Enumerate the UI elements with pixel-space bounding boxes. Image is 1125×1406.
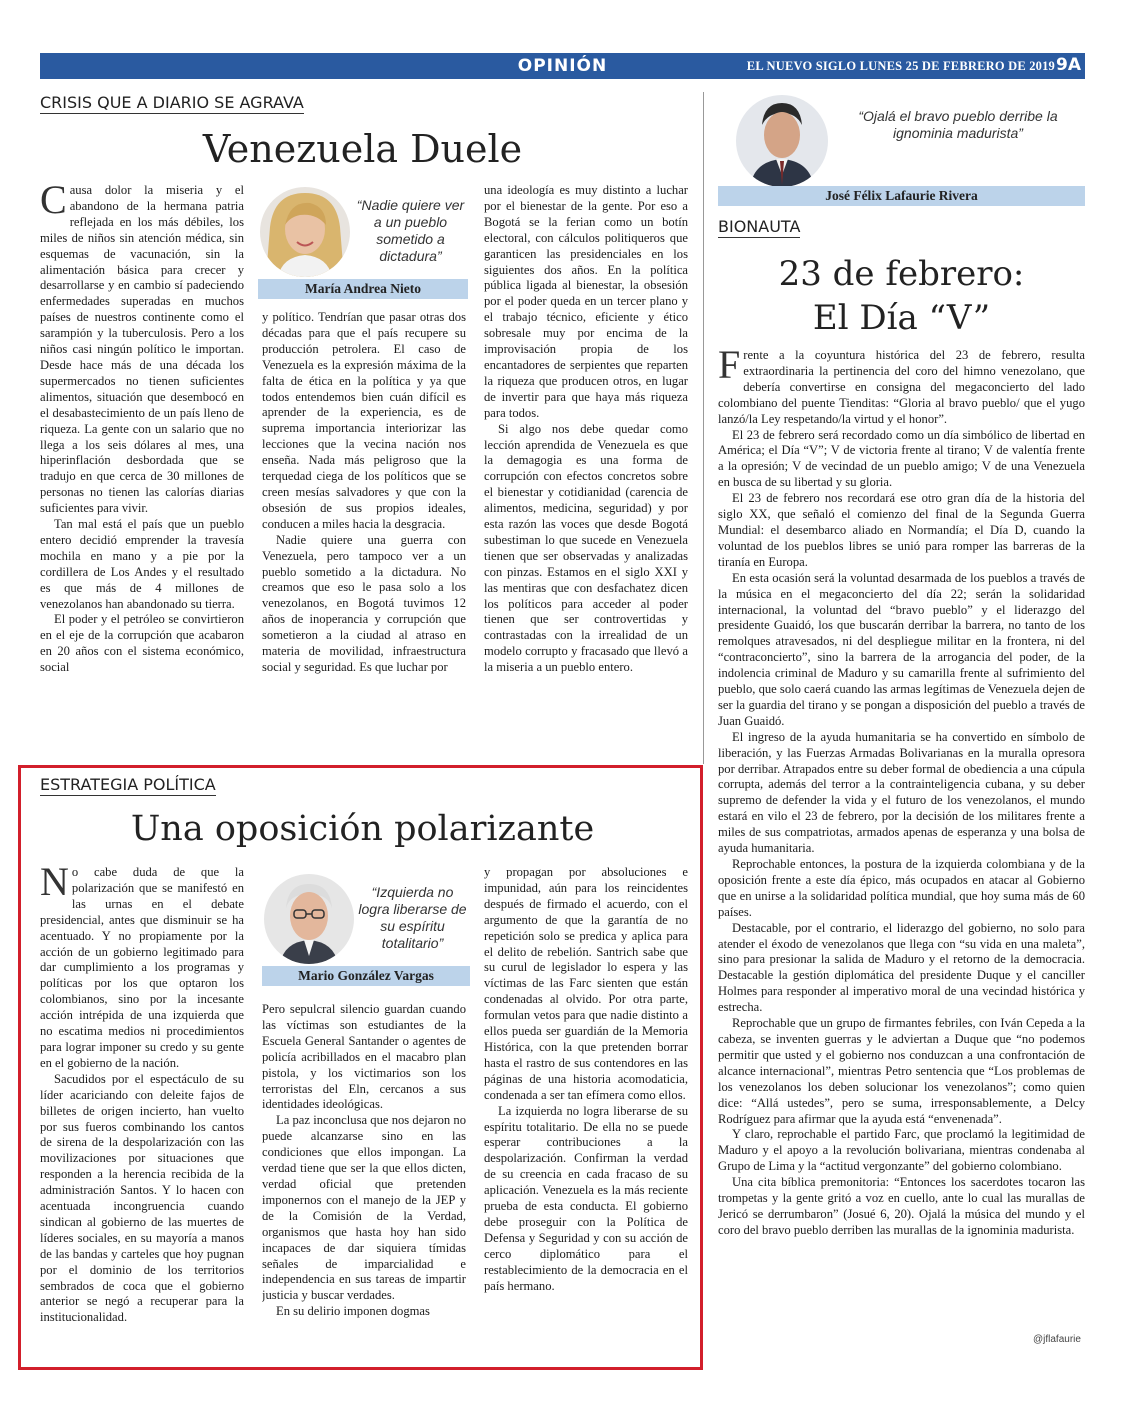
paragraph: Una cita bíblica premonitoria: “Entonces los sacerdotes tocaron las trompetas y la gente gritó a voz en cuello, ante lo cual las murallas de Jericó se derrumbaron” (Josué 6, 20). Ojalá la música del mundo y el coro del bravo pueblo derriben las murallas de la ignominia madurista. xyxy=(718,1175,1085,1237)
article1-pull-quote: “Nadie quiere ver a un pueblo sometido a dictadura” xyxy=(356,197,465,264)
article1-author: María Andrea Nieto xyxy=(258,279,468,299)
article2-column-1 xyxy=(40,865,244,1345)
paragraph: Destacable, por el contrario, el liderazgo del gobierno, no solo para atender el éxodo de venezolanos que llega con “su vida en una maleta”, sino para presionar la salida de Maduro y el retorno de la democracia. Destacable la gestión diplomática del presidente Duque y el canciller Holmes para responder al imperativo moral de una vecindad histórica y estrecha. xyxy=(718,920,1085,1015)
paragraph: Si algo nos debe quedar como lección aprendida de Venezuela es que la demagogia es una forma de corrupción con efectos concretos sobre el bienestar y cotidianidad (carencia de alimentos, medicina, seguridad) y por esta razón las voces que desde Bogotá subestiman lo que sucede en Venezuela tienen que ser observadas y analizadas con pinzas. Estamos en el siglo XXI y las mentiras que con desfachatez dicen los políticos para acceder al poder tienen que ser controvertidas y contrastadas con la irrealidad de un modelo corrupto y fracasado que llevó a la miseria a un pueblo entero. xyxy=(484,421,688,675)
article2-pull-quote: “Izquierda no logra liberarse de su espíritu totalitario” xyxy=(358,884,467,951)
article1-column-3 xyxy=(484,183,688,725)
article1-dropcap: C xyxy=(40,183,67,222)
article1-kicker: CRISIS QUE A DIARIO SE AGRAVA xyxy=(40,93,304,112)
article2-author: Mario González Vargas xyxy=(262,966,470,986)
article1-title: Venezuela Duele xyxy=(202,127,523,171)
paragraph: La izquierda no logra liberarse de su espíritu totalitario. De ella no se puede esperar contribuciones a la despolarización. Confirman la verdad de su creencia en cada fracaso de su aplicación. Venezuela es la más reciente prueba de esta conducta. El gobierno debe proseguir con la Política de Defensa y Seguridad y con su acción de cerco diplomático para el restablecimiento de la democracia en el país hermano. xyxy=(484,1103,688,1293)
paragraph: una ideología es muy distinto a luchar por el bienestar de la gente. Por eso a Bogotá se la ferian como un botín electoral, con cálculos politiqueros que garanticen las presidenciales en los siguientes dos años. En la política pública ligada al bienestar, la obsesión por el poder queda en un tercer plano y el trabajo técnico, eficiente y ético sobresale muy por encima de la improvisación propia de los encantadores de serpientes que reparten la riqueza que producen otros, en lugar de invertir para que haya más riqueza para todos. xyxy=(484,183,688,420)
author-photo xyxy=(264,874,354,964)
article1-quote-box xyxy=(258,183,468,299)
paragraph: Tan mal está el país que un pueblo entero decidió emprender la travesía mochila en mano y a pie por la cordillera de Los Andes y el resultado es que más de 4 millones de venezolanos han abandonado su tierra. xyxy=(40,517,244,611)
article1-column-1 xyxy=(40,183,244,725)
article3-title-line-2: El Día “V” xyxy=(812,298,991,338)
paragraph: y propagan por absoluciones e impunidad, aún para los reincidentes después de firmado el acuerdo, con el argumento de que la garantía de no repetición solo se predica y aplica para el delito de rebelión. Santrich sabe que su curul de legislador lo espera y las víctimas de las Farc sienten que están condenadas al olvido. Por otra parte, formulan vetos para que nadie distinto a ellos pueda ser guardián de la Memoria Histórica, con la que pretenden borrar hasta el rastro de sus contendores en las páginas de una historia acomodaticia, condenada a ser tan efímera como ellos. xyxy=(484,865,688,1102)
paragraph: Reprochable que un grupo de firmantes febriles, con Iván Cepeda a la cabeza, se inventen guerras y le adviertan a Duque que “no podemos permitir que usted y el gobierno nos conduzcan a una confrontación de alcance internacional”, mientras Petro sentencia que “Los problemas de los venezolanos los deben solucionar los venezolanos”; como quien dice: “Allá ustedes”, pero se suma, irresponsablemente, a Delcy Rodríguez para afirmar que la ayuda está “envenenada”. xyxy=(718,1016,1085,1126)
section-label: OPINIÓN xyxy=(517,56,608,76)
article1-column-2 xyxy=(262,310,466,725)
author-photo xyxy=(736,95,828,187)
article3-pull-quote: “Ojalá el bravo pueblo derribe la ignominia madurista” xyxy=(858,108,1058,141)
article2-title: Una oposición polarizante xyxy=(130,809,595,849)
paragraph: En su delirio imponen dogmas xyxy=(276,1304,430,1319)
article3-quote-box xyxy=(718,92,1085,206)
article2-column-2 xyxy=(262,1002,466,1347)
page-number: 9A xyxy=(1056,55,1081,75)
article3-dropcap: F xyxy=(718,348,741,387)
page-header-bar xyxy=(40,53,1085,79)
paragraph: La paz inconclusa que nos dejaron no puede alcanzarse sino en las condiciones que ellos impongan. La verdad tiene que ser la que ellos dicten, verdad oficial que pretenden imponernos con el manejo de la JEP y de la Comisión de la Verdad, organismos que hasta hoy han sido incapaces de dar siquiera tímidas señales de imparcialidad e independencia en sus tareas de impartir justicia y buscar verdades. xyxy=(262,1113,466,1303)
paragraph: rente a la coyuntura histórica del 23 de febrero, resulta extraordinaria la pertinencia del coro del himno venezolano, que debería convertirse en consigna del megaconcierto del lado colombiano del puente Tienditas: “Gloria al bravo pueblo/ que el yugo lanzó/la Ley respetando/la virtud y el honor”. xyxy=(718,348,1085,426)
paragraph: El 23 de febrero será recordado como un día simbólico de libertad en América; el Día “V”; V de victoria frente al tirano; V de valentía frente a la opresión; V de vecindad de un pueblo amigo; V de una Venezuela en busca de su libertad y su gloria. xyxy=(718,427,1085,490)
paragraph: o cabe duda de que la polarización que se manifestó en las urnas en el debate presidencial, antes que disminuir se ha acentuado. Y no propiamente por la acción de un gobierno legitimado para dar cumplimiento a los programas y políticas por los que optaron los colombianos, sino por la incesante acción intrépida de una izquierda que no escatima medios ni procedimientos para lograr imponer su credo y su gente en el gobierno de la nación. xyxy=(40,865,244,1070)
paragraph: Y claro, reprochable el partido Farc, que proclamó la legitimidad de Maduro y el apoyo a la revolución bolivariana, mientras condenaba al Grupo de Lima y la “actitud vergonzante” del gobierno colombiano. xyxy=(718,1127,1085,1174)
article3-kicker: BIONAUTA xyxy=(718,217,801,236)
paragraph: Nadie quiere una guerra con Venezuela, pero tampoco ver a un pueblo sometido a la dictadura. No creamos que eso le pasa solo a los venezolanos, en Bogotá tuvimos 12 años de inoperancia y corrupción que sometieron a la ciudad al atraso en materia de movilidad, infraestructura social y seguridad. Es que luchar por xyxy=(262,532,466,674)
paragraph: Pero sepulcral silencio guardan cuando las víctimas son estudiantes de la Escuela General Santander o agentes de policía acribillados en el macabro plan pistola, y los victimarios son los terroristas del Eln, cercanos a sus identidades ideológicas. xyxy=(262,1002,466,1112)
article3-title xyxy=(718,252,1085,340)
paragraph: Reprochable entonces, la postura de la izquierda colombiana y de la oposición frente a este día épico, más ocupados en atacar al Gobierno que en unirse a la solidaridad política mundial, que hoy suma más de 60 países. xyxy=(718,857,1085,919)
paragraph: Sacudidos por el espectáculo de su líder acariciando con deleite fajos de billetes de origen incierto, han vuelto por sus fueros combinando los cantos de sirena de la despolarización con las movilizaciones por situaciones que responden a la herencia recibida de la administración Santos. Y lo hacen con acentuada incongruencia cuando sindican al gobierno de las muertes de líderes sociales, en su mayoría a manos de las bandas y carteles que hoy pugnan por el dominio de los territorios sembrados de coca que el gobierno anterior se negó a recuperar para la institucionalidad. xyxy=(40,1071,244,1325)
paragraph: y político. Tendrían que pasar otras dos décadas para que el país recupere su producción petrolera. El caso de Venezuela es la expresión máxima de la falta de ética en la política y ya que todos entendemos bien cuán difícil es aprender de la experiencia, es de suprema importancia interiorizar las lecciones que la vecina nación nos enseña. Nada más peligroso que la terquedad ciega de los políticos que se creen mesías salvadores y que con la obsesión de sus propios ideales, conducen a miles hacia la desgracia. xyxy=(262,310,466,531)
paragraph: El ingreso de la ayuda humanitaria se ha convertido en símbolo de liberación, y las Fuerzas Armadas Bolivarianas en la muralla opresora por derribar. Atrapados entre su deber formal de obediencia a una cúpula corrupta, además del terror a la contrainteligencia cubana, y su deber supremo de defender la vida y el futuro de los venezolanos, el mundo estará en vilo el 23 de febrero, por la decisión de los militares frente a miles de sus compatriotas, armados apenas de esperanza y una bolsa de ayuda humanitaria. xyxy=(718,729,1085,856)
publication-date: EL NUEVO SIGLO LUNES 25 DE FEBRERO DE 2019 xyxy=(746,59,1055,73)
article2-quote-box xyxy=(262,868,470,986)
article3-body xyxy=(718,348,1085,1332)
article2-kicker: ESTRATEGIA POLÍTICA xyxy=(40,775,216,794)
article3-title-line-1: 23 de febrero: xyxy=(778,254,1025,294)
paragraph: En esta ocasión será la voluntad desarmada de los pueblos a través de la música en el megaconcierto del día 22; serán la solidaridad internacional, la voluntad del “bravo pueblo” y el liderazgo del presidente Guaidó, los que buscarán derribar la barrera, no tanto de los remolques atravesados, ni del despliegue militar en la frontera, ni del “contraconcierto”, sino la barrera de la arrogancia del poder, de la indolencia criminal de Maduro y su camarilla frente al sufrimiento del pueblo, que solo caerá cuando las armas legítimas de Venezuela dejen de ser la guardia del tirano y se pongan a disposición del pueblo a través de Juan Guaidó. xyxy=(718,570,1085,728)
paragraph: ausa dolor la miseria y el abandono de la hermana patria reflejada en los más débiles, los miles de niños sin atención médica, sin esquemas de vacunación, sin la alimentación básica para crecer y desarrollarse y en cambio sí padeciendo enfermedades superadas en muchos países de nuestros continente como el sarampión y la tuberculosis. Pero a los niños casi ningún político le importan. Desde hace más de una década los supermercados no tienen suficientes alimentos, situación que desembocó en el desabastecimiento de un país lleno de riqueza. La gente con un salario que no llega a los seis dólares al mes, una hiperinflación desbordada que se tradujo en que cerca de 30 millones de personas no tienen las calorías diarias suficientes para vivir. xyxy=(40,183,244,516)
article2-column-3 xyxy=(484,865,688,1347)
article3-author: José Félix Lafaurie Rivera xyxy=(718,186,1085,206)
author-photo xyxy=(260,187,350,277)
photo-credit: @jflafaurie xyxy=(1033,1334,1081,1345)
paragraph: El poder y el petróleo se convirtieron en el eje de la corrupción que acabaron en 20 años con el sistema económico, social xyxy=(40,612,244,675)
column-divider xyxy=(703,92,704,764)
paragraph: El 23 de febrero nos recordará ese otro gran día de la historia del siglo XX, que señaló el comienzo del final de la Segunda Guerra Mundial: el desembarco aliado en Normandía; el Día D, cuando la voluntad de los pueblos libres se unió para romper las barreras de la tiranía en Europa. xyxy=(718,491,1085,569)
article2-dropcap: N xyxy=(40,865,69,904)
